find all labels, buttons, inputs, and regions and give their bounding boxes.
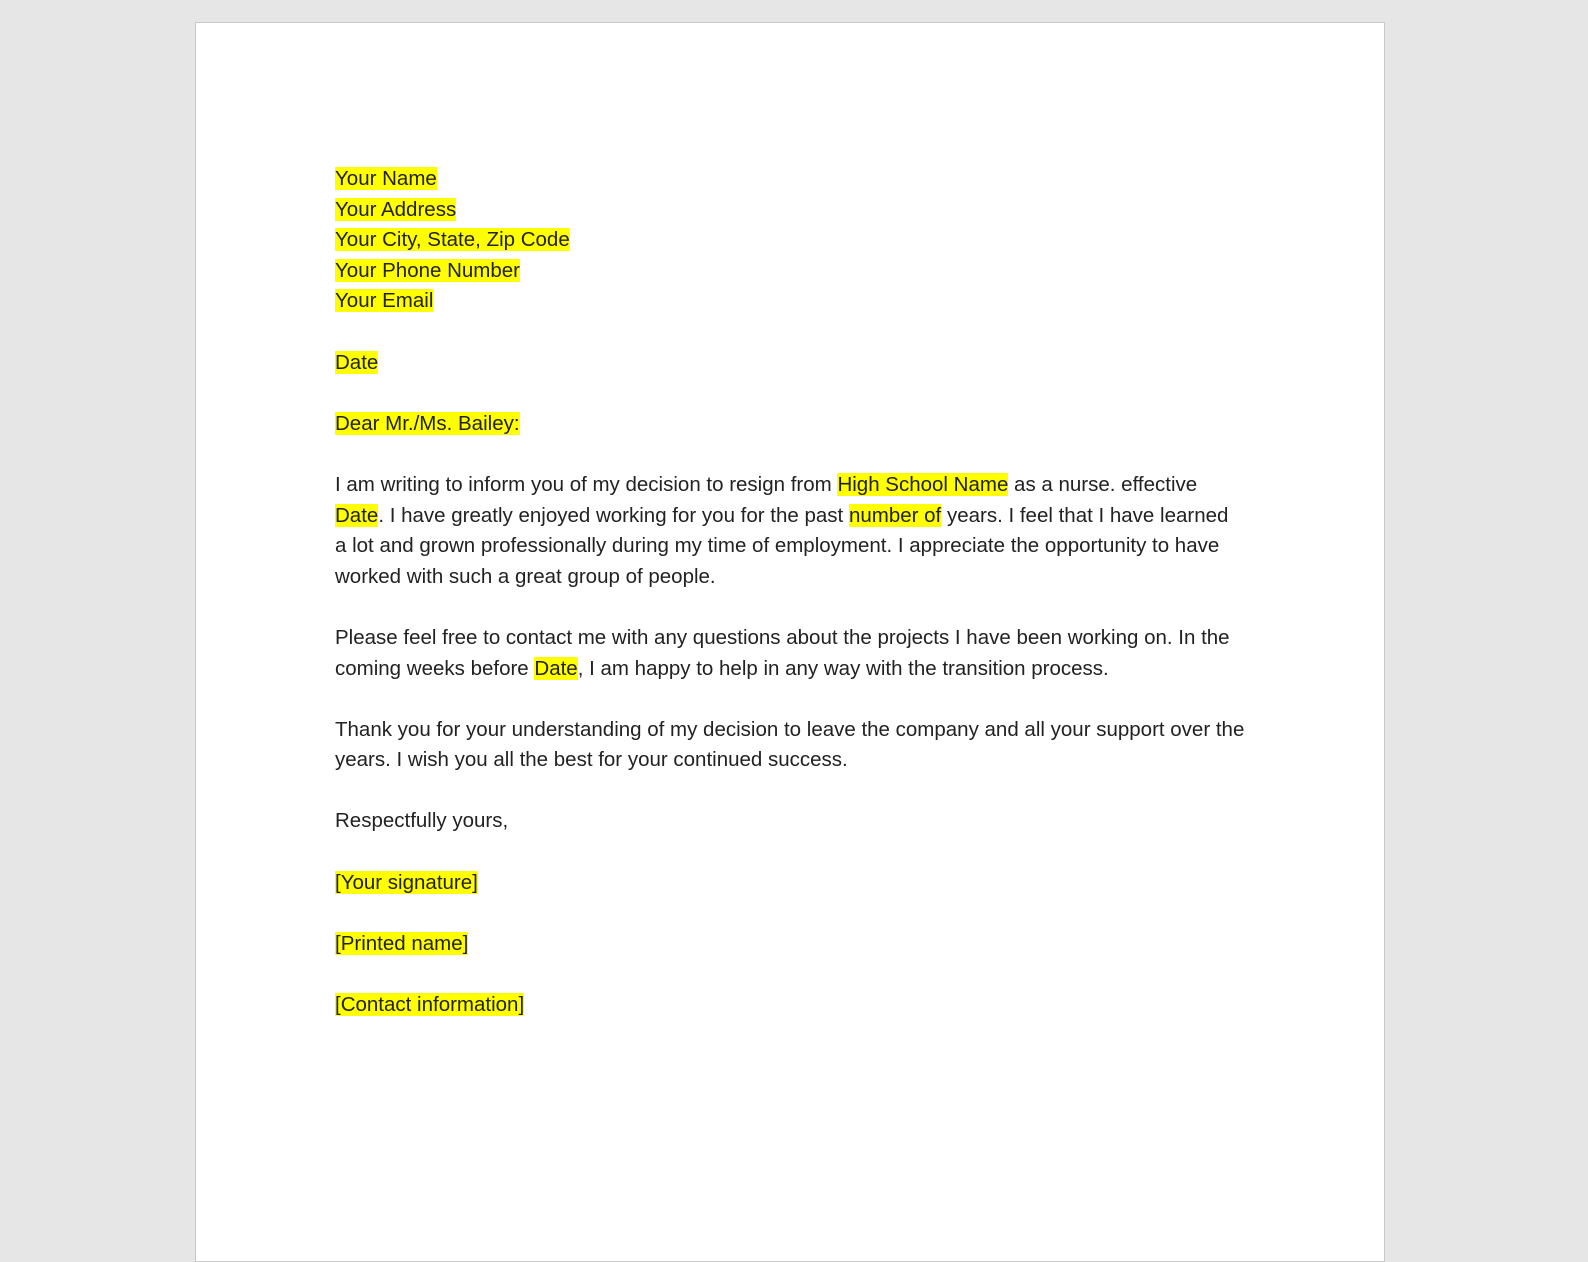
closing-line[interactable]: Respectfully yours, — [335, 809, 509, 833]
contact-information-placeholder[interactable]: [Contact information] — [335, 993, 525, 1017]
spacer — [335, 898, 1245, 929]
spacer — [335, 959, 1245, 990]
spacer — [335, 837, 1245, 868]
effective-date-placeholder[interactable]: Date — [335, 503, 379, 527]
text-run: as a nurse. effective — [1008, 472, 1198, 496]
salutation[interactable]: Dear Mr./Ms. Bailey: — [335, 411, 520, 435]
text-run: Please feel free to contact me with any questions about the projects I have been working on. In the coming weeks before — [335, 625, 1230, 680]
date-placeholder[interactable]: Date — [335, 350, 379, 374]
contact-information-line — [335, 990, 1245, 1021]
sender-block — [335, 164, 1245, 317]
signature-line — [335, 868, 1245, 899]
sender-name[interactable]: Your Name — [335, 167, 437, 190]
text-run: I am writing to inform you of my decision to resign from — [335, 472, 838, 496]
text-run: . I have greatly enjoyed working for you for the past — [378, 503, 849, 527]
transition-date-placeholder[interactable]: Date — [534, 656, 578, 680]
school-name-placeholder[interactable]: High School Name — [837, 472, 1009, 496]
document-page — [195, 22, 1385, 1262]
salutation-line — [335, 409, 1245, 440]
number-of-years-placeholder[interactable]: number of — [848, 503, 942, 527]
letter-body[interactable] — [335, 164, 1245, 1021]
spacer — [335, 439, 1245, 470]
paragraph-transition[interactable] — [335, 623, 1245, 684]
text-run: , I am happy to help in any way with the transition process. — [577, 656, 1109, 680]
date-line — [335, 348, 1245, 379]
printed-name-line — [335, 929, 1245, 960]
paragraph-resignation[interactable] — [335, 470, 1245, 592]
sender-phone[interactable]: Your Phone Number — [335, 258, 521, 282]
text-run: years. I feel that I have learned a lot and grown professionally during my time of employment. I appreciate the opportunity to have worked with such a great group of people. — [335, 503, 1229, 588]
spacer — [335, 592, 1245, 623]
spacer — [335, 317, 1245, 348]
paragraph-thanks[interactable]: Thank you for your understanding of my decision to leave the company and all your support over the years. I wish you all the best for your continued success. — [335, 717, 1245, 772]
spacer — [335, 776, 1245, 807]
sender-city-state-zip[interactable]: Your City, State, Zip Code — [335, 228, 570, 252]
signature-placeholder[interactable]: [Your signature] — [335, 870, 478, 894]
spacer — [335, 684, 1245, 715]
spacer — [335, 378, 1245, 409]
printed-name-placeholder[interactable]: [Printed name] — [335, 931, 469, 955]
sender-email[interactable]: Your Email — [335, 289, 434, 313]
sender-address[interactable]: Your Address — [335, 197, 457, 221]
